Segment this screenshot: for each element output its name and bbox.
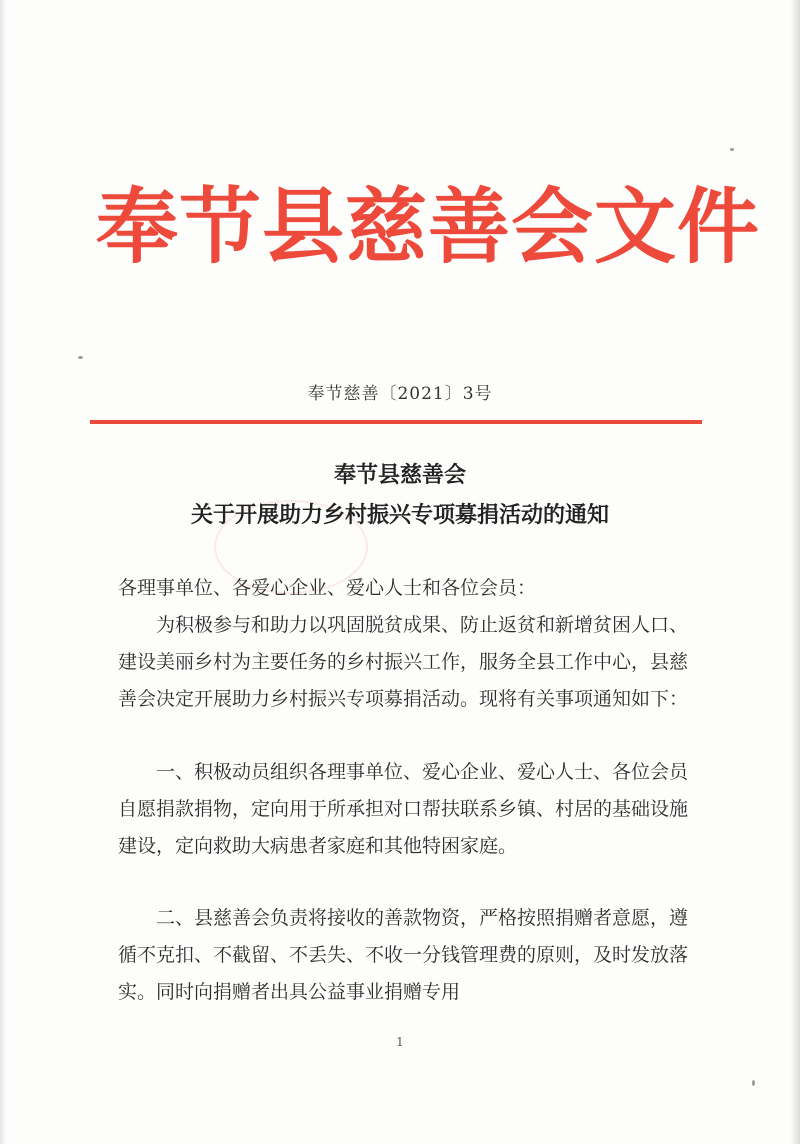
document-header-title: 奉节县慈善会文件 — [96, 180, 761, 275]
notice-issuer: 奉节县慈善会 — [333, 462, 466, 488]
scan-speck — [752, 1080, 755, 1086]
body-paragraph-item-one: 一、积极动员组织各理事单位、爱心企业、爱心人士、各位会员自愿捐款捐物，定向用于所承担对口帮扶联系乡镇、村居的基础设施建设，定向救助大病患者家庭和其他特困家庭。 — [118, 761, 689, 857]
document-number: 奉节慈善〔2021〕3号 — [307, 384, 493, 404]
page-number: 1 — [396, 1035, 404, 1049]
scan-edge-right — [790, 0, 800, 1144]
notice-subject-title: 关于开展助力乡村振兴专项募捐活动的通知 — [190, 502, 609, 528]
red-divider-rule — [90, 420, 702, 424]
body-paragraph-item-two: 二、县慈善会负责将接收的善款物资，严格按照捐赠者意愿，遵循不克扣、不截留、不丢失、不收一分钱管理费的原则，及时发放落实。同时向捐赠者出具公益事业捐赠专用 — [118, 907, 689, 1003]
scan-edge-left — [0, 0, 6, 1144]
body-paragraph-intro: 为积极参与和助力以巩固脱贫成果、防止返贫和新增贫困人口、建设美丽乡村为主要任务的乡村振兴工作，服务全县工作中心，县慈善会决定开展助力乡村振兴专项募捐活动。现将有关事项通知如下： — [118, 614, 689, 710]
scan-speck — [78, 356, 83, 359]
scan-speck — [730, 148, 734, 151]
salutation-line: 各理事单位、各爱心企业、爱心人士和各位会员： — [118, 577, 537, 599]
